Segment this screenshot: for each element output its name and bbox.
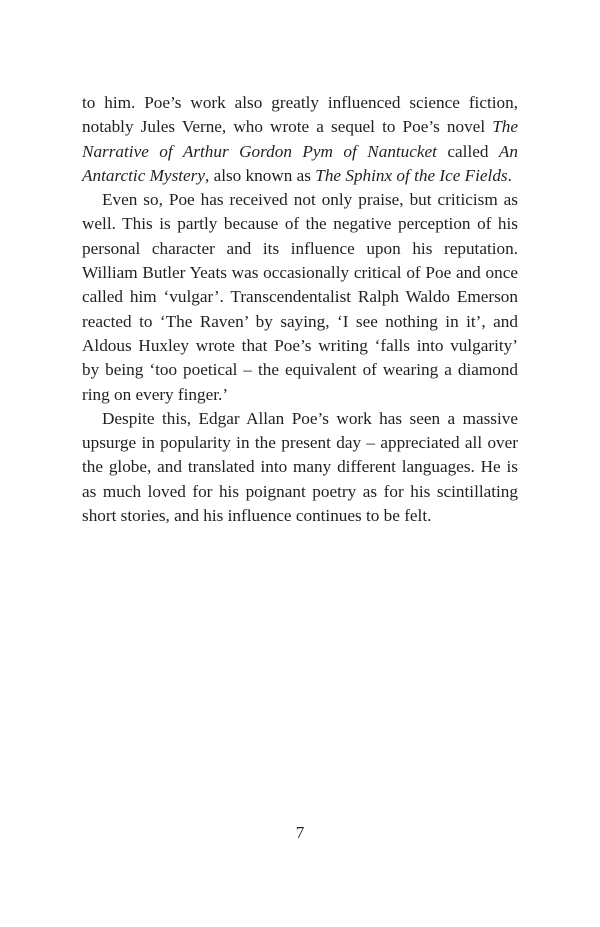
paragraph-1-text-4: . [507, 165, 512, 185]
paragraph-1-text-2: called [436, 141, 499, 161]
paragraph-3-text: Despite this, Edgar Allan Poe’s work has seen a massive upsurge in popularity in the present day – appreciated all over the globe, and translated into many different languages. He is as much loved for his poignant poetry as for his scintillating short stories, and his influence continues to be felt. [82, 408, 518, 526]
book-title-an-antarctic-mystery: An Antarctic Mystery [82, 141, 519, 185]
paragraph-1-text-3: , also known as [204, 165, 316, 185]
page-number: 7 [295, 823, 305, 842]
book-title-sphinx-of-the-ice-fields: The Sphinx of the Ice Fields [315, 165, 508, 185]
book-title-narrative-of-arthur-gordon-pym: The Narrative of Arthur Gordon Pym of Nantucket [82, 117, 518, 161]
body-text [82, 91, 518, 528]
paragraph-3 [82, 407, 518, 528]
paragraph-1 [82, 91, 518, 188]
paragraph-2 [82, 188, 518, 407]
paragraph-2-text: Even so, Poe has received not only praise, but criticism as well. This is partly because of the negative perception of his personal character and its influence upon his reputation. William Butler Yeats was occasionally critical of Poe and once called him ‘vulgar’. Transcendentalist Ralph Waldo Emerson reacted to ‘The Raven’ by saying, ‘I see nothing in it’, and Aldous Huxley wrote that Poe’s writing ‘falls into vulgarity’ by being ‘too poetical – the equivalent of wearing a diamond ring on every finger.’ [82, 190, 518, 404]
paragraph-1-text-1: to him. Poe’s work also greatly influenced science fiction, notably Jules Verne, who wrote a sequel to Poe’s novel [82, 93, 518, 137]
